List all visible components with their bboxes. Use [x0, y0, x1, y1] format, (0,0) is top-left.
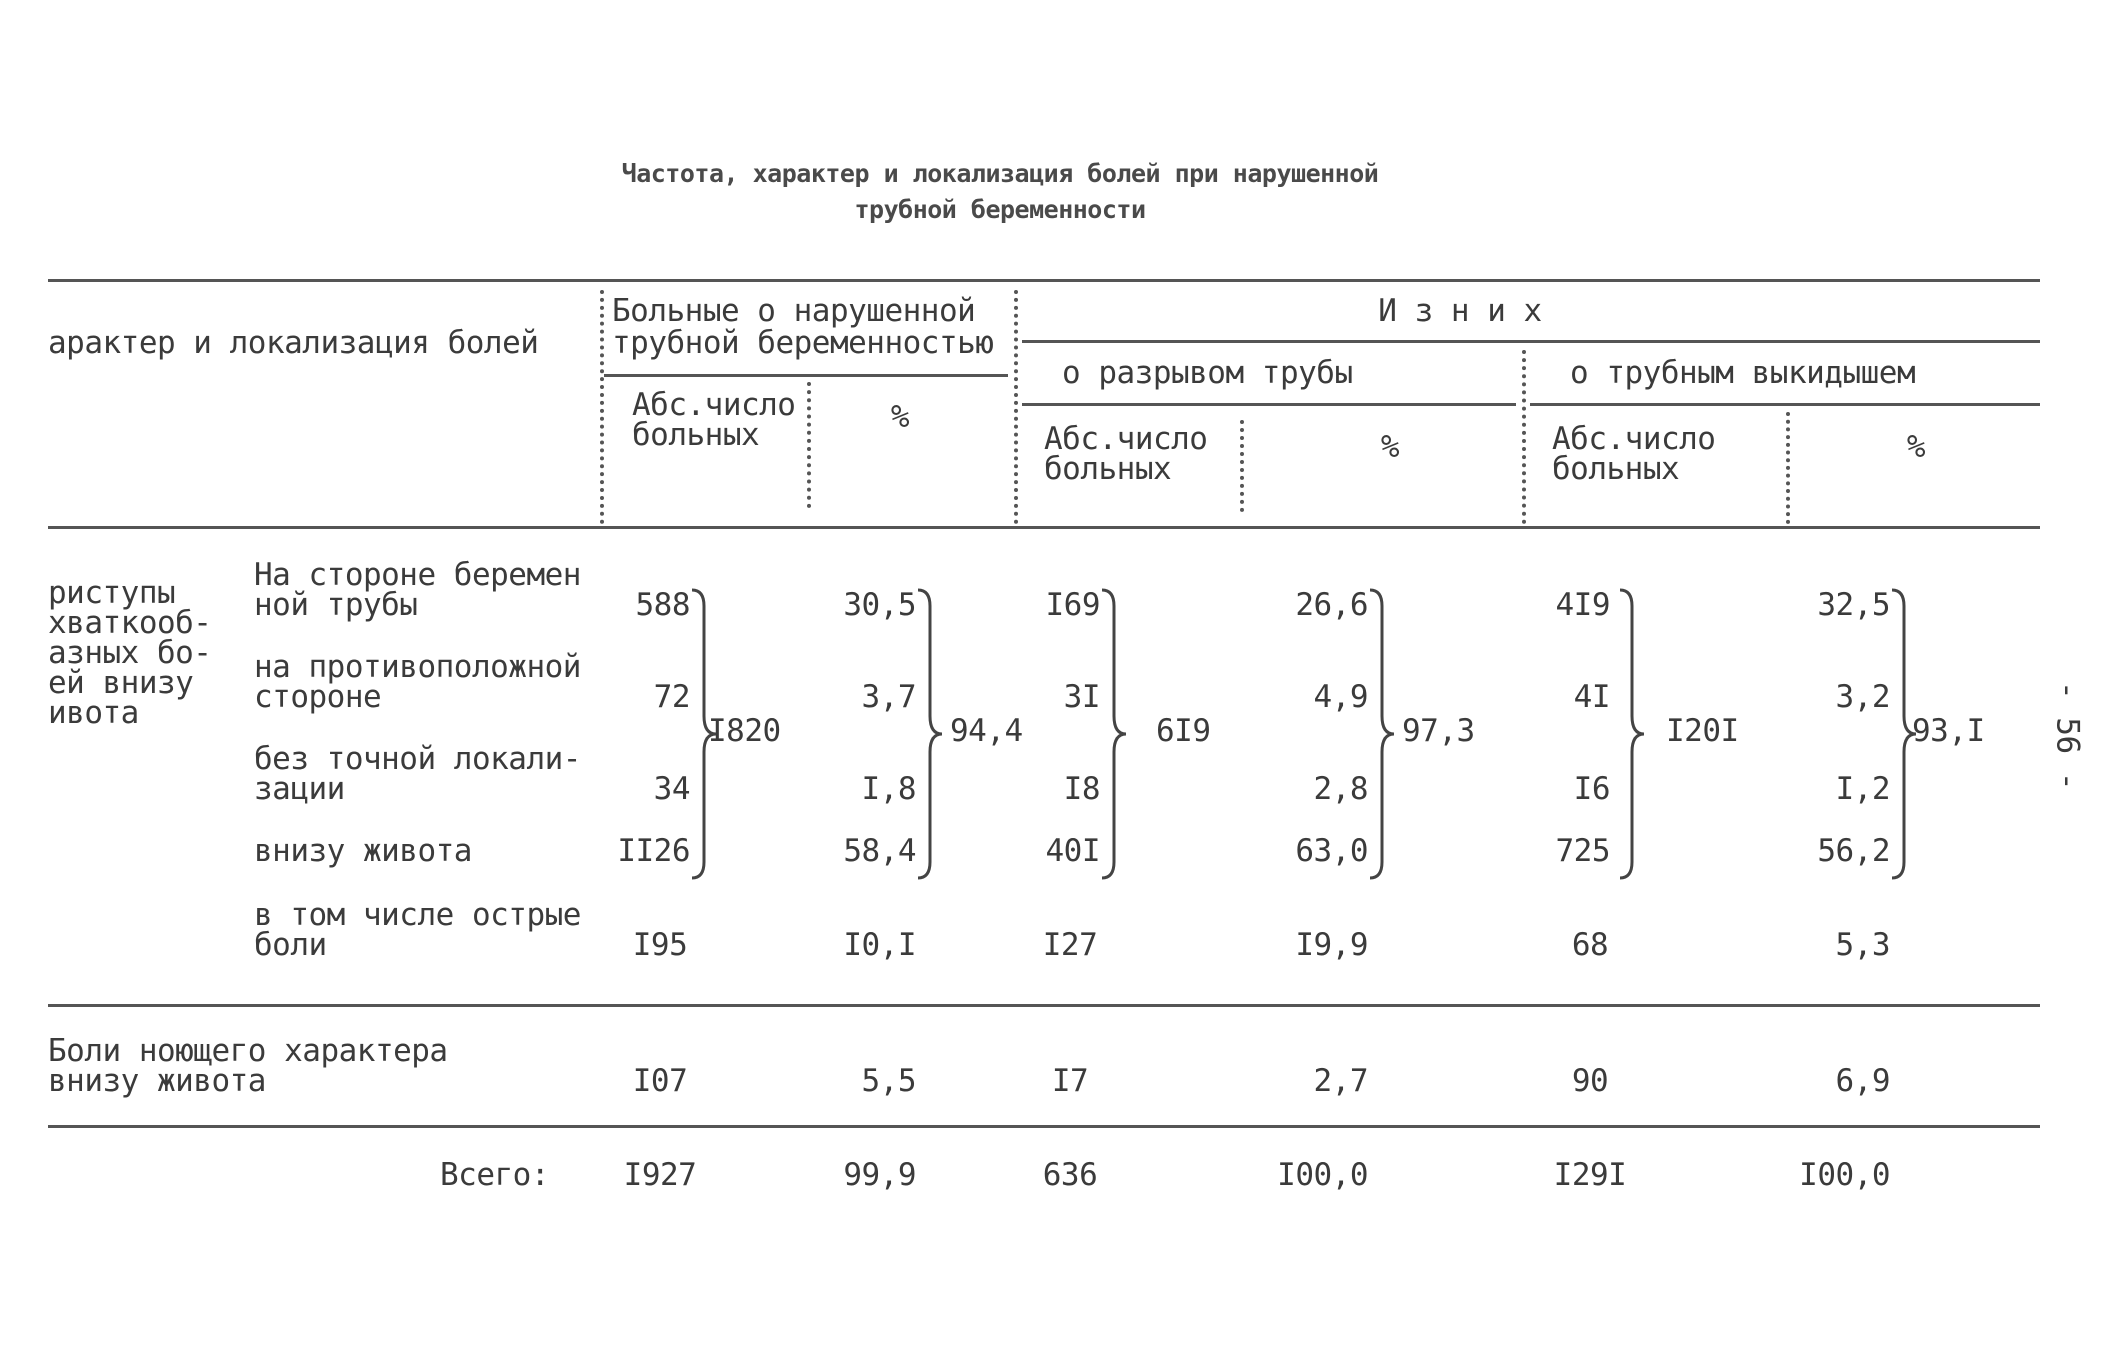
sum-rupture-abs: 6I9	[1156, 713, 1211, 749]
sum-abortion-abs: I20I	[1666, 713, 1739, 749]
row-label-line: стороне	[254, 679, 382, 715]
cell-abs: I07	[632, 1063, 688, 1099]
sum-brace	[1100, 588, 1130, 880]
cell-abs: I95	[632, 927, 688, 963]
subheader-rupture-pct: %	[1380, 429, 1400, 465]
header-character: арактер и локализация болей	[48, 325, 539, 361]
row-label-line: внизу живота	[254, 833, 472, 869]
cell-rupture-abs: 40I	[1045, 833, 1100, 869]
header-bottom-rule	[48, 526, 2040, 529]
cell-rupture-abs: I69	[1045, 587, 1100, 623]
row-label-line: в том числе острые	[254, 897, 581, 933]
total-rupture-pct: I00,0	[1277, 1157, 1368, 1193]
cell-pct: 5,5	[861, 1063, 916, 1099]
of-them-rule	[1022, 340, 2040, 343]
row-label-line: внизу живота	[48, 1063, 266, 1099]
table-title-line2: трубной беременности	[854, 195, 1146, 224]
group-bottom-rule	[48, 1004, 2040, 1007]
cell-abs: II26	[617, 833, 690, 869]
header-of-them: И з н и х	[1378, 293, 1542, 329]
sum-brace	[1618, 588, 1648, 880]
group-label-line: ивота	[48, 695, 139, 731]
total-subheader-rule	[604, 374, 1008, 377]
total-top-rule	[48, 1125, 2040, 1128]
header-separator	[1522, 350, 1526, 524]
cell-abortion-pct: 56,2	[1817, 833, 1890, 869]
subheader-abortion-abs-line1: Абс.число	[1552, 421, 1716, 457]
cell-abortion-pct: I,2	[1835, 771, 1890, 807]
cell-abortion-pct: 3,2	[1835, 679, 1890, 715]
cell-rupture-pct: 4,9	[1313, 679, 1368, 715]
page-number: - 56 -	[2049, 681, 2086, 790]
row-label-line: без точной локали-	[254, 741, 581, 777]
table-title-line1: Частота, характер и локализация болей при нарушенной	[621, 159, 1379, 188]
cell-pct: 58,4	[843, 833, 916, 869]
group-label-line: хваткооб-	[48, 605, 212, 641]
cell-abs: 34	[653, 771, 690, 807]
sum-abortion-pct: 93,I	[1912, 713, 1985, 749]
row-label-line: на противоположной	[254, 649, 581, 685]
row-label-line: На стороне беремен	[254, 557, 581, 593]
cell-abortion-abs: 68	[1571, 927, 1609, 963]
cell-pct: 3,7	[861, 679, 916, 715]
cell-pct: 30,5	[843, 587, 916, 623]
header-separator	[807, 382, 811, 508]
cell-abs: 72	[653, 679, 690, 715]
sum-pct: 94,4	[950, 713, 1023, 749]
cell-rupture-pct: 2,8	[1313, 771, 1368, 807]
header-total-line1: Больные о нарушенной	[612, 293, 976, 329]
row-label-line: зации	[254, 771, 345, 807]
cell-rupture-abs: I7	[1051, 1063, 1089, 1099]
group-label-line: риступы	[48, 575, 176, 611]
cell-abortion-abs: 4I9	[1555, 587, 1610, 623]
rupture-subheader-rule	[1022, 403, 1516, 406]
sum-rupture-pct: 97,3	[1402, 713, 1475, 749]
total-abortion-pct: I00,0	[1799, 1157, 1890, 1193]
total-abs: I927	[623, 1157, 697, 1193]
group-label-line: ей внизу	[48, 665, 194, 701]
cell-rupture-abs: I27	[1042, 927, 1098, 963]
abortion-subheader-rule	[1530, 403, 2040, 406]
cell-rupture-pct: 63,0	[1295, 833, 1368, 869]
header-abortion: о трубным выкидышем	[1570, 355, 1916, 391]
header-separator	[1786, 412, 1790, 524]
cell-abortion-abs: 4I	[1573, 679, 1610, 715]
row-label-line: ной трубы	[254, 587, 418, 623]
cell-pct: I0,I	[843, 927, 916, 963]
cell-rupture-pct: I9,9	[1295, 927, 1368, 963]
sum-brace	[1368, 588, 1398, 880]
header-total-line2: трубной беременностью	[612, 325, 994, 361]
group-label-line: азных бо-	[48, 635, 212, 671]
subheader-pct: %	[890, 399, 910, 435]
subheader-abs-line2: больных	[632, 417, 760, 453]
table-top-rule	[48, 279, 2040, 282]
subheader-rupture-abs-line2: больных	[1044, 451, 1172, 487]
cell-abortion-abs: 725	[1555, 833, 1610, 869]
subheader-abortion-abs-line2: больных	[1552, 451, 1680, 487]
subheader-abortion-pct: %	[1906, 429, 1926, 465]
total-abortion-abs: I29I	[1553, 1157, 1627, 1193]
header-separator	[600, 290, 604, 524]
cell-rupture-abs: 3I	[1063, 679, 1100, 715]
row-label-line: боли	[254, 927, 327, 963]
cell-abortion-pct: 32,5	[1817, 587, 1890, 623]
cell-rupture-pct: 26,6	[1295, 587, 1368, 623]
cell-abortion-abs: 90	[1571, 1063, 1609, 1099]
total-pct: 99,9	[843, 1157, 916, 1193]
row-label-line: Боли ноющего характера	[48, 1033, 448, 1069]
header-rupture: о разрывом трубы	[1062, 355, 1353, 391]
cell-abs: 588	[635, 587, 690, 623]
cell-abortion-pct: 5,3	[1835, 927, 1890, 963]
header-separator	[1014, 290, 1018, 524]
header-separator	[1240, 420, 1244, 512]
total-label: Всего:	[440, 1157, 549, 1193]
cell-abortion-pct: 6,9	[1835, 1063, 1890, 1099]
subheader-abs-line1: Абс.число	[632, 387, 796, 423]
cell-abortion-abs: I6	[1573, 771, 1610, 807]
total-rupture-abs: 636	[1042, 1157, 1098, 1193]
cell-rupture-abs: I8	[1063, 771, 1100, 807]
cell-pct: I,8	[861, 771, 916, 807]
sum-brace	[916, 588, 946, 880]
sum-abs: I820	[708, 713, 781, 749]
cell-rupture-pct: 2,7	[1313, 1063, 1368, 1099]
subheader-rupture-abs-line1: Абс.число	[1044, 421, 1208, 457]
